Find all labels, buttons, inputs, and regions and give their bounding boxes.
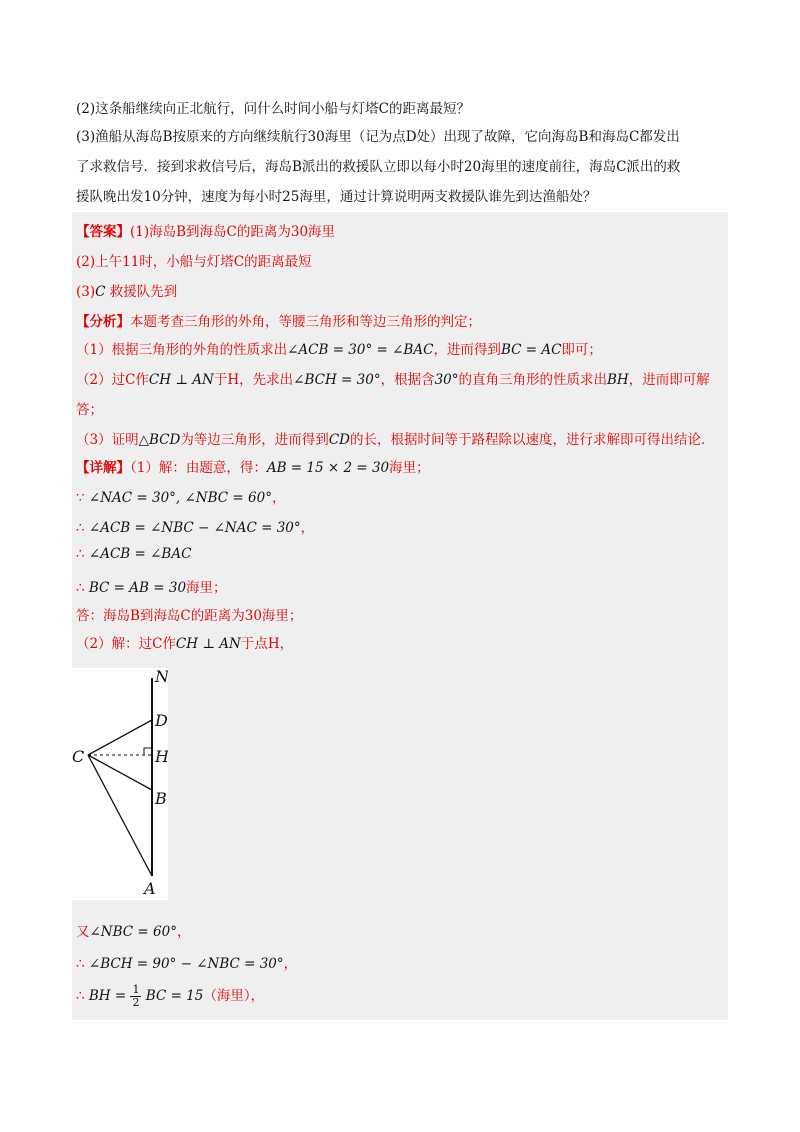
math-expr: AB = 15 × 2 = 30 — [266, 460, 390, 476]
therefore-symbol: ∴ — [76, 546, 85, 562]
answer-1: (1)海岛B到海岛C的距离为30海里 — [130, 224, 336, 240]
analysis-line-intro — [76, 310, 481, 330]
analysis-text: 为等边三角形，进而得到 — [180, 432, 329, 448]
math-expr: BH = — [88, 988, 127, 1004]
analysis-text: 于H，先求出 — [213, 372, 294, 388]
analysis-text: 即可； — [561, 342, 602, 358]
label-H: H — [155, 747, 168, 766]
math-expr: BC = AC — [500, 342, 562, 358]
math-expr: △BCD — [138, 432, 181, 448]
label-D: D — [155, 711, 168, 730]
analysis-line-1 — [76, 338, 602, 358]
analysis-text: （2）过C作 — [76, 372, 149, 388]
math-expr: BC = 15 — [145, 988, 204, 1004]
therefore-symbol: ∴ — [76, 520, 85, 536]
analysis-intro: 本题考查三角形的外角，等腰三角形和等边三角形的判定； — [130, 314, 481, 330]
detail-text: 海里； — [186, 580, 227, 596]
math-expr: ∠NBC = 60° — [89, 924, 177, 940]
question-2: (2)这条船继续向正北航行，问什么时间小船与灯塔C的距离最短？ — [76, 101, 470, 117]
math-expr: CD — [328, 432, 350, 448]
fraction-numerator: 1 — [132, 983, 140, 996]
analysis-line-2 — [76, 368, 710, 388]
analysis-line-2b: 答； — [76, 402, 103, 418]
analysis-text: ，根据含 — [380, 372, 435, 388]
detail-tag: 【详解】 — [76, 460, 130, 476]
math-expr: BC = AB = 30 — [88, 580, 187, 596]
answer-line-3 — [76, 280, 177, 300]
fraction-denominator: 2 — [132, 996, 140, 1009]
detail-line-6: 答：海岛B到海岛C的距离为30海里； — [76, 608, 303, 624]
detail-line-9 — [76, 952, 297, 972]
label-N: N — [155, 668, 168, 686]
solution-box — [72, 212, 728, 1020]
detail-line-2 — [76, 486, 285, 506]
detail-line-3 — [76, 516, 314, 536]
answer-3-c: C — [95, 284, 106, 300]
math-expr: 30° — [434, 372, 459, 388]
detail-line-5 — [76, 576, 227, 596]
question-3-line-3: 援队晚出发10分钟，速度为每小时25海里，通过计算说明两支救援队谁先到达渔船处？ — [76, 189, 597, 205]
detail-text: ， — [176, 924, 191, 940]
math-expr: BH — [607, 372, 629, 388]
analysis-text: 的长，根据时间等于路程除以速度，进行求解即可得出结论． — [349, 432, 715, 448]
math-expr: ∠BCH = 30° — [293, 372, 381, 388]
label-A: A — [144, 879, 156, 898]
answer-2: (2)上午11时，小船与灯塔C的距离最短 — [76, 254, 312, 270]
detail-text: 于点H， — [240, 636, 294, 652]
detail-line-4 — [76, 546, 191, 562]
detail-text: （海里）， — [203, 988, 265, 1004]
because-symbol: ∵ — [76, 490, 85, 506]
math-expr: ∠BCH = 90° − ∠NBC = 30° — [88, 956, 284, 972]
detail-text: 又 — [76, 924, 90, 940]
answer-tag: 【答案】 — [76, 224, 130, 240]
math-expr: CH ⊥ AN — [175, 636, 241, 652]
line-CD — [88, 720, 152, 755]
analysis-text: 的直角三角形的性质求出 — [458, 372, 608, 388]
detail-text: （1）解：由题意，得： — [130, 460, 267, 476]
detail-text: ， — [300, 520, 315, 536]
detail-line-8 — [76, 920, 190, 940]
math-expr: ∠ACB = 30° = ∠BAC — [287, 342, 434, 358]
detail-text: （2）解：过C作 — [76, 636, 176, 652]
figure-svg — [72, 668, 168, 900]
analysis-text: （3）证明 — [76, 432, 139, 448]
analysis-tag: 【分析】 — [76, 314, 130, 330]
detail-text: ， — [271, 490, 286, 506]
analysis-line-3 — [76, 428, 714, 448]
question-3-line-1: (3)渔船从海岛B按原来的方向继续航行30海里（记为点D处）出现了故障，它向海岛B和海岛C都发出 — [76, 129, 680, 145]
therefore-symbol: ∴ — [76, 988, 85, 1004]
detail-line-7 — [76, 632, 293, 652]
fraction-one-half — [130, 984, 141, 1009]
detail-line-1 — [76, 456, 430, 476]
detail-text: ， — [283, 956, 298, 972]
math-expr: ∠ACB = ∠BAC — [88, 546, 192, 562]
analysis-text: （1）根据三角形的外角的性质求出 — [76, 342, 288, 358]
label-C: C — [72, 747, 85, 766]
detail-line-10 — [76, 984, 264, 1009]
therefore-symbol: ∴ — [76, 580, 85, 596]
detail-text: 海里； — [389, 460, 430, 476]
label-B: B — [155, 789, 167, 808]
answer-line-1 — [76, 220, 335, 240]
answer-3-prefix: (3) — [76, 284, 96, 300]
right-angle-mark — [144, 748, 152, 755]
answer-3-suffix: 救援队先到 — [105, 284, 178, 300]
analysis-text: ，进而得到 — [433, 342, 501, 358]
math-expr: ∠ACB = ∠NBC − ∠NAC = 30° — [88, 520, 301, 536]
geometry-figure — [72, 668, 168, 900]
math-expr: CH ⊥ AN — [148, 372, 214, 388]
therefore-symbol: ∴ — [76, 956, 85, 972]
question-3-line-2: 了求救信号．接到求救信号后，海岛B派出的救援队立即以每小时20海里的速度前往，海岛C派出的救 — [76, 159, 681, 175]
analysis-text: ，进而即可解 — [628, 372, 710, 388]
math-expr: ∠NAC = 30°, ∠NBC = 60° — [88, 490, 272, 506]
